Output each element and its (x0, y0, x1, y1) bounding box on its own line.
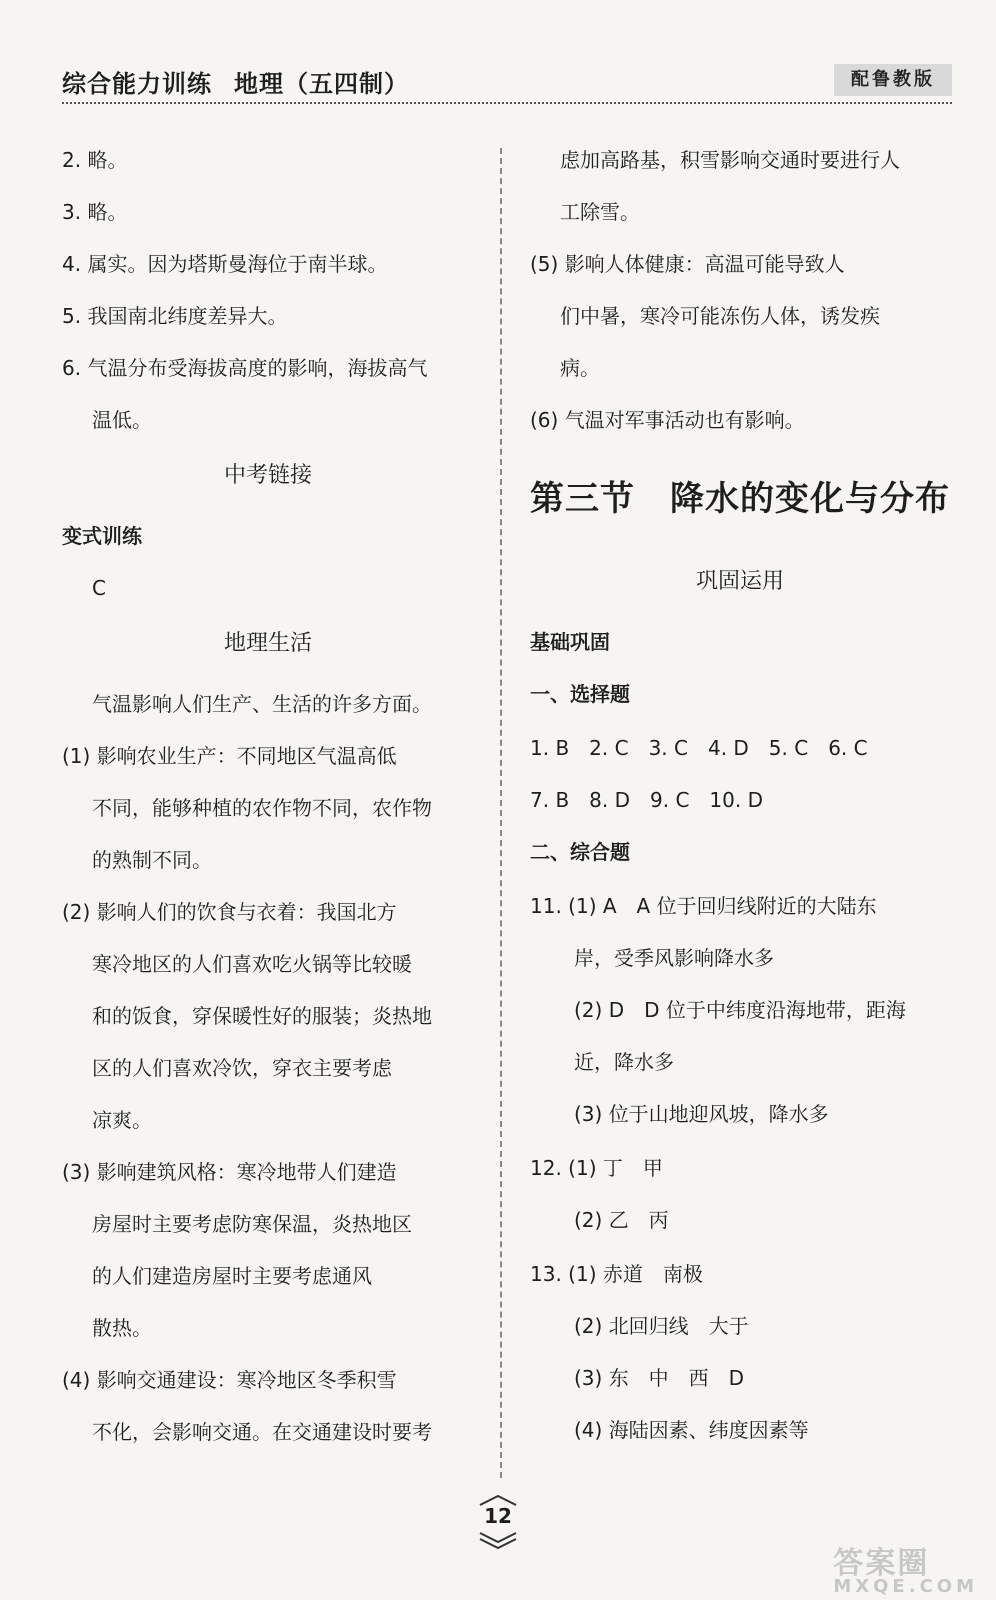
life-line: 不化，会影响交通。在交通建设时要考 (92, 1420, 432, 1444)
heading-bianshi: 变式训练 (62, 524, 142, 548)
page-number-badge (470, 1494, 526, 1550)
life-line: (4) 影响交通建设：寒冷地区冬季积雪 (62, 1368, 397, 1392)
life-line: (5) 影响人体健康：高温可能导致人 (530, 252, 845, 276)
q11-line: (2) D D 位于中纬度沿海地带，距海 (574, 998, 906, 1022)
heading-jichu: 基础巩固 (530, 630, 610, 654)
answer-line: 4. 属实。因为塔斯曼海位于南半球。 (62, 252, 388, 276)
q12-line: (2) 乙 丙 (574, 1208, 669, 1232)
column-divider (500, 148, 502, 1478)
answer-line: 6. 气温分布受海拔高度的影响，海拔高气 (62, 356, 428, 380)
heading-zhongkao: 中考链接 (223, 463, 312, 488)
choice-answers: 1. B 2. C 3. C 4. D 5. C 6. C (530, 736, 868, 760)
life-line: 和的饭食，穿保暖性好的服装；炎热地 (92, 1004, 432, 1028)
life-line: (6) 气温对军事活动也有影响。 (530, 408, 805, 432)
answer-line: 温低。 (92, 408, 152, 432)
q12-line: 12. (1) 丁 甲 (530, 1156, 663, 1180)
life-line: 的熟制不同。 (92, 848, 212, 872)
life-line: 工除雪。 (560, 200, 640, 224)
q11-line: (3) 位于山地迎风坡，降水多 (574, 1102, 829, 1126)
heading-dili-shenghuo: 地理生活 (223, 631, 312, 656)
answer-line: 5. 我国南北纬度差异大。 (62, 304, 288, 328)
life-line: 散热。 (92, 1316, 152, 1340)
watermark: 答案圈 MXQE.COM (833, 1546, 978, 1597)
q13-line: (2) 北回归线 大于 (574, 1314, 749, 1338)
chevron-down-icon (478, 1538, 518, 1550)
answer-line: 3. 略。 (62, 200, 128, 224)
page-number: 12 (484, 1504, 512, 1528)
q13-line: 13. (1) 赤道 南极 (530, 1262, 703, 1286)
life-line: 房屋时主要考虑防寒保温，炎热地区 (92, 1212, 412, 1236)
q13-line: (3) 东 中 西 D (574, 1366, 745, 1390)
life-line: 的人们建造房屋时主要考虑通风 (92, 1264, 372, 1288)
heading-gonggu: 巩固运用 (695, 569, 784, 594)
heading-zonghe: 二、综合题 (530, 840, 630, 864)
life-line: (1) 影响农业生产：不同地区气温高低 (62, 744, 397, 768)
life-line: 不同，能够种植的农作物不同，农作物 (92, 796, 432, 820)
life-line: (2) 影响人们的饮食与衣着：我国北方 (62, 900, 397, 924)
q11-line: 岸，受季风影响降水多 (574, 946, 774, 970)
q11-line: 近，降水多 (574, 1050, 674, 1074)
life-line: 病。 (560, 356, 600, 380)
book-title: 综合能力训练 地理（五四制） (62, 70, 409, 98)
life-line: 寒冷地区的人们喜欢吃火锅等比较暖 (92, 952, 412, 976)
life-line: 气温影响人们生产、生活的许多方面。 (92, 692, 432, 716)
page-header (62, 62, 952, 104)
life-line: 凉爽。 (92, 1108, 152, 1132)
heading-xuanze: 一、选择题 (530, 682, 630, 706)
section-title: 第三节 降水的变化与分布 (530, 479, 950, 519)
answer-line: 2. 略。 (62, 148, 128, 172)
life-line: (3) 影响建筑风格：寒冷地带人们建造 (62, 1160, 397, 1184)
life-line: 虑加高路基，积雪影响交通时要进行人 (560, 148, 900, 172)
choice-answers: 7. B 8. D 9. C 10. D (530, 788, 763, 812)
edition-badge: 配鲁教版 (834, 64, 952, 96)
life-line: 区的人们喜欢冷饮，穿衣主要考虑 (92, 1056, 392, 1080)
life-line: 们中暑，寒冷可能冻伤人体，诱发疾 (560, 304, 880, 328)
answer-c: C (92, 576, 106, 600)
subject-label: 地理（五四制） (234, 70, 409, 98)
q13-line: (4) 海陆因素、纬度因素等 (574, 1418, 809, 1442)
q11-line: 11. (1) A A 位于回归线附近的大陆东 (530, 894, 877, 918)
